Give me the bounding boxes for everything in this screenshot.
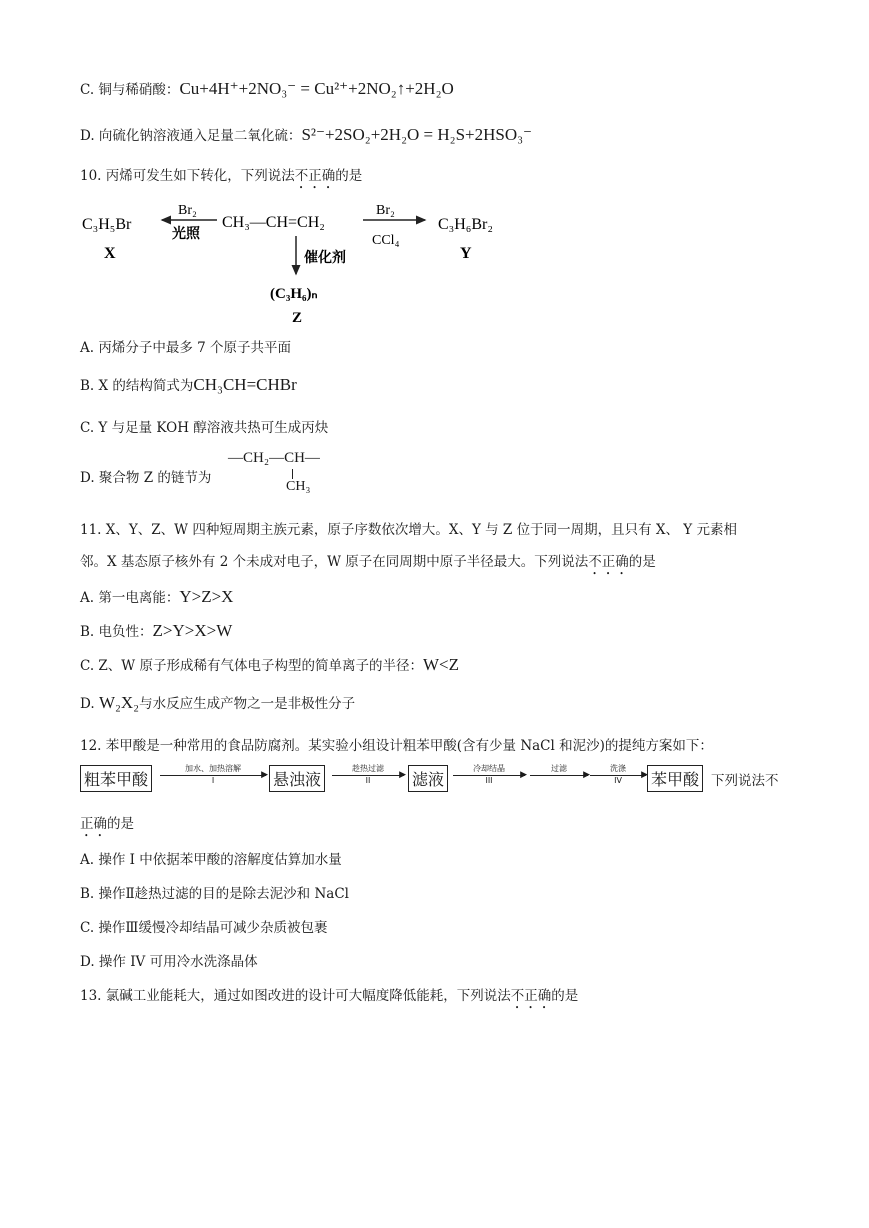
arrow-down-label: 催化剂: [304, 251, 346, 266]
option-a-q11: [80, 586, 233, 607]
arrow-right-bottom: CCl₄: [372, 233, 400, 248]
option-value: Z>Y>X>W: [152, 621, 233, 640]
emphasis-text: 不正确: [510, 988, 552, 1004]
flow-box-2: 悬浊液: [269, 765, 325, 792]
option-a-q12: A. 操作 I 中依据苯甲酸的溶解度估算加水量: [80, 852, 342, 868]
option-label: C. Z、W 原子形成稀有气体电子构型的简单离子的半径：: [80, 658, 423, 674]
option-label: C. 铜与稀硝酸：: [80, 82, 180, 98]
option-label: D. 聚合物 Z 的链节为: [80, 470, 212, 486]
option-label: D.: [80, 696, 95, 712]
option-label: D. 向硫化钠溶液通入足量二氧化硫：: [80, 128, 302, 144]
formula-z: (C₃H₆)ₙ: [270, 286, 318, 302]
question-12-stem: 12. 苯甲酸是一种常用的食品防腐剂。某实验小组设计粗苯甲酸(含有少量 NaCl 和泥沙)的提纯方案如下：: [80, 738, 713, 754]
option-d-q10: [80, 466, 211, 486]
formula: W₂X₂: [98, 693, 140, 712]
option-value: Y>Z>X: [179, 587, 234, 606]
flow-step-5: [590, 763, 646, 793]
purification-flowchart: [80, 763, 790, 797]
option-d-q12: D. 操作 IV 可用冷水洗涤晶体: [80, 954, 258, 970]
stem-text: 邻。X 基态原子核外有 2 个未成对电子，W 原子在同周期中原子半径最大。下列说法: [80, 554, 589, 570]
stem-text: 10. 丙烯可发生如下转化，下列说法: [80, 168, 295, 184]
arrow-left-bottom: 光照: [172, 227, 200, 242]
option-c-q12: C. 操作Ⅲ缓慢冷却结晶可减少杂质被包裹: [80, 920, 328, 936]
label-y: Y: [460, 245, 472, 262]
option-b-q10: [80, 374, 297, 395]
flow-step-1: [160, 763, 266, 793]
label-z: Z: [292, 310, 303, 326]
chain-substituent: CH₃: [286, 479, 311, 494]
flow-arrow: ▶: [590, 775, 646, 776]
chain-main: —CH₂—CH—: [228, 450, 320, 466]
equation: S²⁻+2SO₂+2H₂O = H₂S+2HSO₃⁻: [301, 125, 533, 144]
flow-arrow: ▶: [332, 775, 404, 776]
formula-propene: CH₃—CH=CH₂: [222, 214, 325, 231]
emphasis-text: 不正确: [588, 554, 629, 570]
option-c-q11: [80, 654, 459, 675]
formula-y: C₃H₆Br₂: [438, 216, 493, 233]
flow-arrow: ▶: [160, 775, 266, 776]
tail-text: 下列说法不: [711, 773, 779, 789]
step-number: II: [365, 776, 371, 785]
step-number: I: [211, 776, 215, 785]
option-d-q11: [80, 692, 355, 713]
option-text: 与水反应生成产物之一是非极性分子: [139, 696, 356, 712]
option-label: B. X 的结构简式为: [80, 378, 194, 394]
option-c-q10: C. Y 与足量 KOH 醇溶液共热可生成丙炔: [80, 420, 329, 436]
question-11-stem-line2: [80, 550, 656, 578]
option-a-q10: A. 丙烯分子中最多 7 个原子共平面: [80, 340, 292, 356]
option-label: B. 电负性：: [80, 624, 153, 640]
step-number: III: [485, 776, 493, 785]
step-label: 加水、加热溶解: [185, 764, 241, 773]
flow-arrow: ▶: [453, 775, 525, 776]
propene-conversion-diagram: [80, 196, 520, 328]
option-c-q9: [80, 78, 454, 99]
arrow-right-top: Br₂: [376, 203, 395, 218]
stem-text: 的是: [628, 554, 656, 570]
emphasis-text: 不正确: [294, 168, 336, 184]
step-number: IV: [614, 776, 622, 785]
label-x: X: [104, 245, 116, 262]
stem-text: 的是: [551, 988, 579, 1004]
step-label: 冷却结晶: [473, 764, 505, 773]
arrow-left-top: Br₂: [178, 203, 197, 218]
flow-tail-text: [711, 769, 779, 789]
step-label: 趁热过滤: [352, 764, 384, 773]
question-13-stem: [80, 984, 578, 1012]
question-11-stem-line1: 11. X、Y、Z、W 四种短周期主族元素，原子序数依次增大。X、Y 与 Z 位于同一周期，且只有 X、 Y 元素相: [80, 522, 738, 538]
stem-text: 的是: [107, 816, 134, 832]
option-d-q9: [80, 124, 532, 145]
step-label: 洗涤: [610, 764, 626, 773]
stem-text: 的是: [335, 168, 363, 184]
formula-x: C₃H₅Br: [82, 216, 132, 233]
flow-step-3: [453, 763, 525, 793]
flow-box-1: 粗苯甲酸: [80, 765, 152, 792]
step-label: 过滤: [551, 764, 567, 773]
option-b-q11: [80, 620, 232, 641]
question-12-stem-cont: [80, 812, 134, 840]
question-10-stem: [80, 164, 362, 192]
stem-text: 13. 氯碱工业能耗大，通过如图改进的设计可大幅度降低能耗，下列说法: [80, 988, 511, 1004]
chain-unit: [228, 450, 328, 500]
equation: Cu+4H⁺+2NO₃⁻ = Cu²⁺+2NO₂↑+2H₂O: [179, 79, 454, 98]
chain-bond: [292, 469, 293, 479]
flow-step-4: [530, 763, 588, 793]
emphasis-text: 正确: [80, 816, 107, 832]
formula: CH₃CH=CHBr: [193, 375, 297, 394]
option-label: A. 第一电离能：: [80, 590, 180, 606]
flow-box-3: 滤液: [408, 765, 448, 792]
option-b-q12: B. 操作Ⅱ趁热过滤的目的是除去泥沙和 NaCl: [80, 886, 349, 902]
flow-step-2: [332, 763, 404, 793]
flow-arrow: ▶: [530, 775, 588, 776]
flow-box-4: 苯甲酸: [647, 765, 703, 792]
option-value: W<Z: [422, 655, 460, 674]
